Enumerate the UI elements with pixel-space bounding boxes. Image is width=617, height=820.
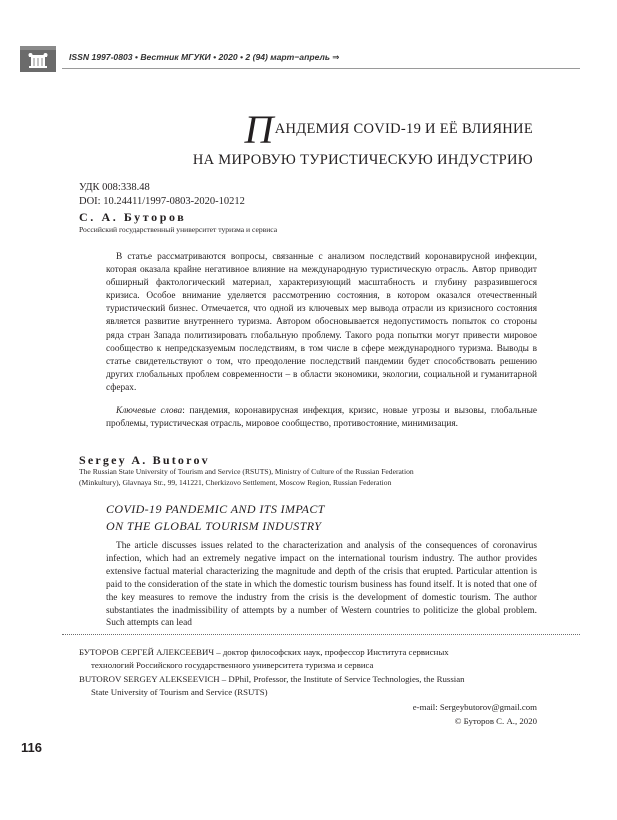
author-bio-ru [79, 646, 537, 671]
title-en-line1: COVID-19 PANDEMIC AND ITS IMPACT [106, 502, 325, 516]
title-en-line2: ON THE GLOBAL TOURISM INDUSTRY [106, 519, 322, 533]
header-divider [62, 68, 580, 69]
page-number: 116 [21, 740, 42, 755]
article-title-line2: НА МИРОВУЮ ТУРИСТИЧЕСКУЮ ИНДУСТРИЮ [192, 152, 533, 168]
bio-en-line1: BUTOROV SERGEY ALEKSEEVICH – DPhil, Professor, the Institute of Service Technologies, the Russian [79, 674, 465, 684]
keywords-list: : пандемия, коронавирусная инфекция, кризис, новые угрозы и вызовы, глобальные проблемы, туристическая отрасль, мировое сообщество, противостояние, минимизация. [106, 406, 537, 430]
keywords-ru [106, 405, 537, 431]
footnote-divider [62, 634, 580, 635]
article-title-line1 [244, 107, 533, 152]
bio-ru-line2: технологий Российского государственного университета туризма и сервиса [91, 659, 374, 670]
abstract-ru: В статье рассматриваются вопросы, связанные с анализом последствий коронавирусной инфекции, которая оказала крайне негативное влияние на международную туристическую отрасль. Автор приводит обширный фактологический материал, характеризующий масштабность и глубину разразившегося кризиса. Особое внимание уделяется рассмотрению состояния, в котором оказался отечественный туристический бизнес. Отмечается, что одной из ключевых мер вывода отрасли из кризисного состояния является развитие внутреннего туризма. Автором обосновывается недопустимость попыток со стороны ряда стран Запада политизировать глобальную проблему. Такого рода попытки могут привести мировое сообщество к непредсказуемым последствиям, в том числе в сфере международного туризма. Выводы в статье свидетельствуют о том, что преодоление последствий пандемии будет способствовать решению других глобальных проблем современности – в области экономики, экологии, социальной и гуманитарной сферах. [106, 252, 537, 393]
author-name-ru: С. А. Буторов [79, 210, 187, 224]
author-email: e-mail: Sergeybutorov@gmail.com [412, 702, 537, 712]
title-line1-rest: АНДЕМИЯ COVID-19 И ЕЁ ВЛИЯНИЕ [274, 121, 533, 137]
journal-header: ISSN 1997-0803 • Вестник МГУКИ • 2020 • 2 (94) март−апрель ⇒ [69, 52, 340, 62]
udk-code: УДК 008:338.48 [79, 182, 150, 193]
author-name-en: Sergey A. Butorov [79, 453, 210, 467]
doi: DOI: 10.24411/1997-0803-2020-10212 [79, 196, 245, 207]
copyright: © Буторов С. А., 2020 [454, 716, 537, 726]
bio-en-line2: State University of Tourism and Service (RSUTS) [91, 686, 268, 697]
bio-ru-line1: БУТОРОВ СЕРГЕЙ АЛЕКСЕЕВИЧ – доктор философских наук, профессор Института сервисных [79, 647, 449, 657]
keywords-label: Ключевые слова [116, 406, 183, 416]
affiliation-en-line1: The Russian State University of Tourism and Service (RSUTS), Ministry of Culture of the Russian Federation [79, 467, 414, 476]
author-bio-en [79, 673, 537, 698]
affiliation-en-line2: (Minkultury), Glavnaya Str., 99, 141221, Cherkizovo Settlement, Moscow Region, Russian Federation [79, 478, 392, 487]
column-logo-icon [20, 46, 56, 72]
abstract-en: The article discusses issues related to the characterization and analysis of the consequences of coronavirus infection, which had an extremely negative impact on the international tourism industry. The author provides extensive factual material characterizing the magnitude and depth of the crisis that erupted. Particular attention is paid to the consideration of the state in which the domestic tourism business has found itself. It is noted that one of the key measures to remove the industry from the crisis is the development of domestic tourism. The author substantiates the inadmissibility of attempts by a number of Western countries to politicize the global problem. Such attempts can lead [106, 541, 537, 629]
title-initial: П [244, 107, 274, 152]
affiliation-ru: Российский государственный университет туризма и сервиса [79, 225, 278, 234]
